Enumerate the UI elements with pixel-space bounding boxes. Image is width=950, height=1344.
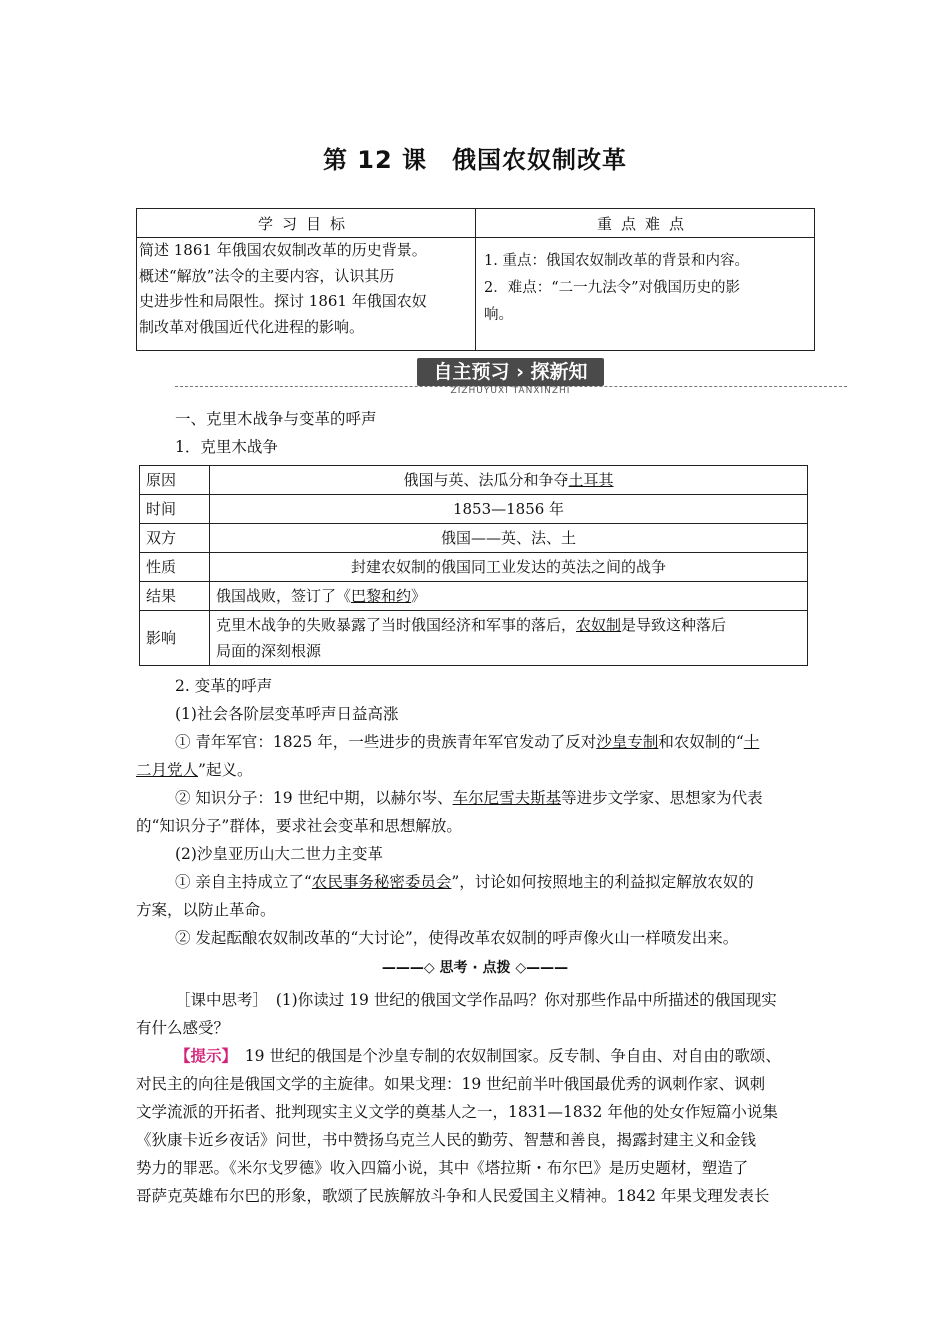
page-title: 第 12 课 俄国农奴制改革 <box>322 146 628 174</box>
table-row <box>140 553 808 582</box>
subheading-calls-for-reform: 2. 变革的呼声 <box>175 677 273 695</box>
table-row <box>140 466 808 495</box>
table-row <box>140 611 808 666</box>
crimean-war-table <box>139 465 808 666</box>
goals-right-cell <box>476 238 815 351</box>
goals-table <box>136 208 815 351</box>
paragraph: 方案，以防止革命。 <box>136 901 276 919</box>
section-heading: 一、克里木战争与变革的呼声 <box>175 410 377 428</box>
row-key: 影响 <box>140 611 210 666</box>
hint-label: 【提示】 <box>175 1046 230 1065</box>
row-value: 俄国战败，签订了《巴黎和约》 <box>210 582 808 611</box>
table-row <box>140 582 808 611</box>
paragraph: ① 青年军官：1825 年，一些进步的贵族青年军官发动了反对沙皇专制和农奴制的“十 <box>175 733 760 751</box>
goals-left-line: 简述 1861 年俄国农奴制改革的历史背景。 <box>139 241 427 259</box>
goals-left-cell <box>137 238 476 351</box>
subheading-crimean-war: 1．克里木战争 <box>175 438 278 456</box>
goals-left-line: 概述“解放”法令的主要内容，认识其历 <box>139 266 395 285</box>
row-value: 俄国与英、法瓜分和争夺土耳其 <box>210 466 808 495</box>
hint-line: 《狄康卡近乡夜话》问世，书中赞扬乌克兰人民的勤劳、智慧和善良，揭露封建主义和金钱 <box>136 1131 757 1149</box>
hint-line: 势力的罪恶。《米尔戈罗德》收入四篇小说，其中《塔拉斯・布尔巴》是历史题材，塑造了 <box>136 1159 749 1177</box>
hint-line: 【提示】 19 世纪的俄国是个沙皇专制的农奴制国家。反专制、争自由、对自由的歌颂、 <box>175 1046 781 1065</box>
paragraph: (1)社会各阶层变革呼声日益高涨 <box>175 705 399 723</box>
row-key: 时间 <box>140 495 210 524</box>
question-line: ［课中思考］ (1)你读过 19 世纪的俄国文学作品吗？你对那些作品中所描述的俄国现实 <box>175 991 777 1009</box>
row-key: 双方 <box>140 524 210 553</box>
row-key: 原因 <box>140 466 210 495</box>
row-key: 性质 <box>140 553 210 582</box>
goals-left-line: 制改革对俄国近代化进程的影响。 <box>139 317 365 336</box>
row-value: 封建农奴制的俄国同工业发达的英法之间的战争 <box>210 553 808 582</box>
row-value: 1853—1856 年 <box>210 495 808 524</box>
paragraph: ② 发起酝酿农奴制改革的“大讨论”，使得改革农奴制的呼声像火山一样喷发出来。 <box>175 929 739 947</box>
table-row <box>140 524 808 553</box>
hint-line: 对民主的向往是俄国文学的主旋律。如果戈理：19 世纪前半叶俄国最优秀的讽刺作家、讽刺 <box>136 1075 766 1093</box>
hint-line: 文学流派的开拓者、批判现实主义文学的奠基人之一，1831—1832 年他的处女作短篇小说集 <box>136 1103 778 1121</box>
row-key: 结果 <box>140 582 210 611</box>
goals-right-line: 1. 重点：俄国农奴制改革的背景和内容。 <box>484 253 749 269</box>
section-banner: 自主预习 › 探新知 <box>417 358 604 386</box>
paragraph: ① 亲自主持成立了“农民事务秘密委员会”，讨论如何按照地主的利益拟定解放农奴的 <box>175 873 754 891</box>
row-value: 俄国——英、法、土 <box>210 524 808 553</box>
paragraph: 二月党人”起义。 <box>136 761 253 779</box>
goals-right-line: 2．难点：“二一九法令”对俄国历史的影 <box>484 280 741 296</box>
goals-header-right: 重点难点 <box>476 209 815 238</box>
goals-right-line: 响。 <box>484 307 513 323</box>
paragraph: 的“知识分子”群体，要求社会变革和思想解放。 <box>136 817 462 835</box>
question-line: 有什么感受？ <box>136 1019 230 1037</box>
hint-line: 哥萨克英雄布尔巴的形象，歌颂了民族解放斗争和人民爱国主义精神。1842 年果戈理发表长 <box>136 1187 770 1205</box>
section-banner-subtitle: ZIZHUYUXI TANXINZHI <box>450 386 571 396</box>
goals-header-left: 学习目标 <box>137 209 476 238</box>
paragraph: ② 知识分子：19 世纪中期，以赫尔岑、车尔尼雪夫斯基等进步文学家、思想家为代表 <box>175 789 763 807</box>
row-value: 克里木战争的失败暴露了当时俄国经济和军事的落后，农奴制是导致这种落后 局面的深刻根源 <box>210 611 808 666</box>
goals-left-line: 史进步性和局限性。探讨 1861 年俄国农奴 <box>139 292 427 310</box>
paragraph: (2)沙皇亚历山大二世力主变革 <box>175 845 383 863</box>
table-row <box>140 495 808 524</box>
think-divider: ———◇ 思考 · 点拨 ◇——— <box>381 960 569 976</box>
